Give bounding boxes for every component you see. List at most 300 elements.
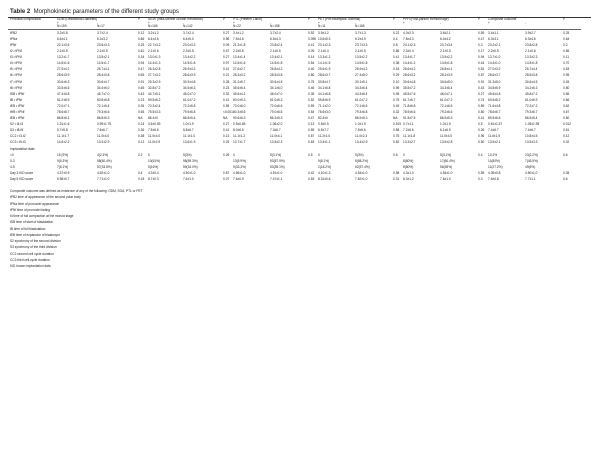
table-cell: 1.0±1.9 xyxy=(183,122,194,127)
table-cell: 34.4±6.0 xyxy=(97,85,110,90)
column-header-group: Composite outcome xyxy=(488,17,517,21)
table-cell: 9(5.3%) xyxy=(57,158,69,163)
table-cell: 70.3±2.4 xyxy=(148,103,161,108)
table-cell: 0.43 xyxy=(478,85,485,90)
footnote: tPNa time of pronuclei appearance xyxy=(10,201,60,206)
table-cell: 44.3±6.4 xyxy=(355,91,368,96)
table-cell: 89.5±6.6 xyxy=(488,116,501,121)
row-label: S3 • t8-t5 xyxy=(10,128,24,133)
table-cell: 7.6±0.8 xyxy=(488,177,499,182)
table-cell: 13.4±1.4 xyxy=(233,55,246,60)
table-cell: 72.2±6.8 xyxy=(183,103,196,108)
table-cell: NA xyxy=(223,116,228,121)
table-cell: 14.5±1.6 xyxy=(233,61,246,66)
table-cell: 1.31±1.6 xyxy=(57,122,70,127)
table-cell: 30.6±4.8 xyxy=(403,79,416,84)
table-cell: 11.1±1.7 xyxy=(57,134,70,139)
table-cell: 61.0±7.2 xyxy=(355,97,368,102)
table-cell: 7.4±6.7 xyxy=(488,128,499,133)
table-cell: 30.6±4.5 xyxy=(270,79,283,84)
table-cell: 46.0±7.0 xyxy=(270,91,283,96)
table-cell: 14.4±1.3 xyxy=(148,61,161,66)
table-cell: 26.9±4.2 xyxy=(183,67,196,72)
table-cell: 26.7±4.1 xyxy=(97,67,110,72)
table-cell: 0.5±0.65 xyxy=(233,122,246,127)
table-cell: 44.7±5.1 xyxy=(148,91,161,96)
table-cell: 0.64 xyxy=(563,36,570,41)
table-cell: 0.27 xyxy=(223,55,230,60)
table-cell: 79.5±6.8 xyxy=(183,110,196,114)
table-cell: 5(16%) xyxy=(148,164,159,169)
table-cell: 0.38 xyxy=(393,61,400,66)
table-cell: 3.4±1.2 xyxy=(233,30,244,35)
column-header-p: P xyxy=(478,17,481,21)
table-cell: 27.7±3.2 xyxy=(148,73,161,78)
table-cell: 0.54 xyxy=(308,61,315,66)
table-cell: 47.4±5.8 xyxy=(57,91,70,96)
table-cell: 45.7±7.0 xyxy=(97,91,110,96)
table-cell: 93(57.9%) xyxy=(270,158,285,163)
row-label: S2 • t4-t3 xyxy=(10,122,24,127)
table-cell: 13.5±2.2 xyxy=(440,55,453,60)
table-cell: 23.7±3.4 xyxy=(440,42,453,47)
table-cell: 0.41 xyxy=(223,67,230,72)
table-cell: 86.5±5.3 xyxy=(440,116,453,121)
column-header-group: PET (Pre-eclampsia Toxemia) xyxy=(318,17,361,21)
table-cell: 7.47±1.1 xyxy=(270,177,283,182)
table-cell: 0.50 xyxy=(478,140,485,145)
table-cell: 4.3±0.4 xyxy=(148,170,159,175)
table-cell: 0.75 xyxy=(393,97,400,102)
table-cell: 2.3±0.5 xyxy=(183,49,194,54)
table-cell: 0.26 xyxy=(478,128,485,133)
table-cell: 11.1±1.8 xyxy=(403,134,416,139)
table-cell: 3.4±1.1 xyxy=(488,30,499,35)
table-cell: 0.36 xyxy=(138,103,145,108)
footnote: t4 time of full compaction at the morula stage xyxy=(10,214,74,219)
table-cell: 4.51±1.0 xyxy=(270,170,283,175)
table-cell: 61.0±6.3 xyxy=(270,97,283,102)
table-cell: 27.4±5.0 xyxy=(355,73,368,78)
table-cell: 13.4±2.9 xyxy=(97,140,110,145)
sign-cell: - xyxy=(355,20,357,25)
column-header-group: IUGR (Intra-uterine Growth Restriction) xyxy=(148,17,204,21)
table-cell: 72.0±6.6 xyxy=(270,103,283,108)
table-cell: 11.6±1.9 xyxy=(488,134,501,139)
table-cell: 14.5±1.8 xyxy=(183,61,196,66)
table-cell: 60.0±9.3 xyxy=(233,97,246,102)
table-cell: 34.3±6.4 xyxy=(355,85,368,90)
table-cell: 4.3±1.0 xyxy=(403,170,414,175)
table-cell: 0.43 xyxy=(138,91,145,96)
footnote: tPB2 time of appearance of the second polar body xyxy=(10,195,81,200)
table-cell: 0.87 xyxy=(478,73,485,78)
table-cell: 0.66 xyxy=(563,97,570,102)
table-cell: 0.17 xyxy=(478,49,485,54)
table-cell: 0.22 xyxy=(393,30,400,35)
table-cell: 23.1±2.3 xyxy=(318,42,331,47)
table-cell: 0.2 xyxy=(138,152,143,157)
table-cell: 6.4±4.2 xyxy=(440,36,451,41)
table-cell: 86.9±5.3 xyxy=(355,116,368,121)
table-cell: 61.2±8.9 xyxy=(57,97,70,102)
table-cell: 0.45 xyxy=(563,79,570,84)
table-cell: 0.10 xyxy=(393,79,400,84)
table-number: Table 2 xyxy=(10,9,31,15)
table-cell: 59(34.0%) xyxy=(183,164,198,169)
footnote: CC2 second cell cycle duration xyxy=(10,251,54,256)
table-cell: 0.95 xyxy=(393,91,400,96)
table-cell: 0.35 xyxy=(308,91,315,96)
table-cell: 4.54±1.0 xyxy=(440,170,453,175)
table-cell: 0.23 xyxy=(223,85,230,90)
table-cell: 28.2±3.9 xyxy=(440,73,453,78)
footnote: tSB time of start of blastulation xyxy=(10,220,54,225)
row-label: tEB • tPNf xyxy=(10,103,25,108)
table-cell: 0.94 xyxy=(478,55,485,60)
table-cell: 86.8±5.3 xyxy=(97,116,110,121)
table-cell: 78.9±6.6 xyxy=(403,110,416,114)
table-cell: 26.8±4.1 xyxy=(440,67,453,72)
table-cell: 32.8±7.2 xyxy=(148,85,161,90)
table-cell: 0.61±1.57 xyxy=(488,122,503,127)
table-cell: 10(61%) xyxy=(148,158,161,163)
table-cell: 30.8±4.7 xyxy=(318,79,331,84)
table-cell: 3.6±2.1 xyxy=(440,30,451,35)
table-cell: 0.97 xyxy=(223,61,230,66)
column-header-p: P xyxy=(393,17,396,21)
table-cell: 71.1±2.0 xyxy=(318,103,331,108)
table-cell: 0.59 xyxy=(478,30,485,35)
table-cell: 86.4±0 xyxy=(148,116,158,121)
table-cell: 0.09 xyxy=(223,42,230,47)
table-cell: 0.56 xyxy=(223,36,230,41)
table-cell: 0.11 xyxy=(563,55,570,60)
table-cell: 0.8 xyxy=(393,42,398,47)
table-cell: 30.6±6.3 xyxy=(57,79,70,84)
table-cell: 7.5±4.6 xyxy=(233,36,244,41)
table-cell: 0.59 xyxy=(308,103,315,108)
table-cell: 0.62 xyxy=(563,103,570,108)
table-cell: 4.37±0.9 xyxy=(57,170,70,175)
table-cell: 8.3±1.2 xyxy=(403,177,414,182)
table-cell: 14.4±1.2 xyxy=(403,61,416,66)
table-cell: 6.98±0.7 xyxy=(57,177,70,182)
table-cell: 22.7±3.2 xyxy=(148,42,161,47)
table-cell: 72.2±7.2 xyxy=(525,103,538,108)
table-cell: 0.09 xyxy=(308,49,315,54)
table-cell: 0.59 xyxy=(308,128,315,133)
table-cell: 0.096 xyxy=(308,36,317,41)
row-label: tPB2 xyxy=(10,30,17,35)
table-cell: 14.5±1.8 xyxy=(525,61,538,66)
table-cell: 0.14 xyxy=(308,55,315,60)
table-cell: 7.8±4.3 xyxy=(403,36,414,41)
table-cell: 60.8±6.8 xyxy=(97,97,110,102)
table-cell: 71.6±4.8 xyxy=(488,103,501,108)
table-body xyxy=(8,29,591,182)
table-cell: 11(80%) xyxy=(488,158,500,163)
table-cell: 14.5±1.7 xyxy=(97,61,110,66)
sign-cell: + xyxy=(403,20,405,25)
table-cell: 23.8±2.4 xyxy=(270,42,283,47)
table-cell: 2.1±0.6 xyxy=(148,49,159,54)
table-cell: 23.0±3.3 xyxy=(183,42,196,47)
table-cell: 31.3±5.0 xyxy=(488,79,501,84)
table-cell: 0.12 xyxy=(563,134,570,139)
table-cell: 0.47 xyxy=(138,67,145,72)
row-label: Day 3 KID score xyxy=(10,170,34,175)
table-cell: 0.95 xyxy=(393,85,400,90)
sign-cell: + xyxy=(233,20,235,25)
table-cell: 0.4 xyxy=(138,170,143,175)
table-cell: 0.81 xyxy=(478,67,485,72)
table-cell: 4.0±2.3 xyxy=(403,30,414,35)
table-cell: 0.21 xyxy=(223,73,230,78)
footnote: S2 synchrony of the second division xyxy=(10,239,61,244)
table-cell: 0.6 xyxy=(563,152,568,157)
table-cell: 14.5±1.6 xyxy=(57,61,70,66)
row-label: tB • tPNf xyxy=(10,97,23,102)
table-cell: 0.6±0.59 xyxy=(148,122,161,127)
table-cell: 91.5±7.5 xyxy=(403,116,416,121)
table-cell: 11.0±4.0 xyxy=(97,134,110,139)
table-cell: 13.3±2.7 xyxy=(403,140,416,145)
table-cell: 4.50±1.0 xyxy=(525,170,538,175)
table-cell: 0.63 xyxy=(308,140,315,145)
row-label: tSB • tPNf xyxy=(10,91,25,96)
table-cell: 0.519 xyxy=(393,122,402,127)
table-cell: 0 xyxy=(233,152,235,157)
table-cell: 13.4±2.9 xyxy=(355,140,368,145)
table-cell: 7.6±1.0 xyxy=(183,177,194,182)
table-cell: 0.8±0.5 xyxy=(318,122,329,127)
table-cell: 27.5±4.2 xyxy=(57,67,70,72)
table-cell: 78.6±8.7 xyxy=(57,110,70,114)
table-cell: 4.50±1.0 xyxy=(183,170,196,175)
table-cell: 7.5±6.6 xyxy=(148,128,159,133)
table-cell: 34.3±6.4 xyxy=(440,85,453,90)
table-caption: Morphokinetic parameters of the different study groups xyxy=(33,9,179,15)
table-cell: 80.3±5.6 xyxy=(233,110,246,114)
table-cell: 30.9±4.8 xyxy=(183,79,196,84)
table-cell: 0.96 xyxy=(478,134,485,139)
table-cell: 0.25 xyxy=(223,140,230,145)
table-cell: 79.2±6.6 xyxy=(440,110,453,114)
table-cell: 2.1±0.5 xyxy=(57,49,68,54)
table-cell: 0.82 xyxy=(393,140,400,145)
row-label: t8 • tPNf xyxy=(10,85,22,90)
table-cell: 28.6±3.2 xyxy=(403,73,416,78)
table-cell: 28.6±3.9 xyxy=(183,73,196,78)
table-cell: 34.1±6.0 xyxy=(270,85,283,90)
table-cell: 0.91 xyxy=(478,79,485,84)
table-cell: 5(3%) xyxy=(355,152,364,157)
row-label: t4 • tPNf xyxy=(10,61,22,66)
row-label: t7 • tPNf xyxy=(10,79,22,84)
table-cell: 22.1±3.5 xyxy=(57,42,70,47)
table-cell: 0.53 xyxy=(308,177,315,182)
table-cell: 0.41 xyxy=(308,42,315,47)
row-label: CC2 • t3-t2 xyxy=(10,134,26,139)
table-cell: 7.6±0.9 xyxy=(233,177,244,182)
table-cell: 11.0±2.9 xyxy=(148,140,161,145)
table-cell: 28.5±3.8 xyxy=(270,73,283,78)
table-cell: 0.46 xyxy=(308,85,315,90)
table-cell: 6.6±4.1 xyxy=(57,36,68,41)
document-page xyxy=(8,8,591,456)
table-cell: 0.3 xyxy=(478,177,483,182)
table-cell: 26.9±4.2 xyxy=(355,67,368,72)
table-cell: 1.0±1.9 xyxy=(355,122,366,127)
table-cell: 28.3±3.2 xyxy=(233,73,246,78)
table-cell: 4.10±1.3 xyxy=(318,170,331,175)
column-header-group: PTL (Preterm Labor) xyxy=(233,17,263,21)
table-cell: 0.40 xyxy=(308,67,315,72)
table-cell: 0.63 xyxy=(563,67,570,72)
table-cell: 0 xyxy=(148,152,150,157)
table-cell: 53(35.1%) xyxy=(270,164,285,169)
table-cell: 7(6.1%) xyxy=(57,164,69,169)
table-cell: 0.67 xyxy=(563,110,570,114)
table-cell: 61.7±6.7 xyxy=(403,97,416,102)
n-cell: N=22 xyxy=(231,25,268,29)
row-label: tHB • tPNf xyxy=(10,110,25,114)
table-cell: 6.2±4.9 xyxy=(355,36,366,41)
sign-cell: + xyxy=(318,20,320,25)
table-cell: 8(80%) xyxy=(403,158,414,163)
table-cell: 7.2±6.6 xyxy=(403,128,414,133)
table-cell: 7.7±1.1 xyxy=(525,177,536,182)
table-cell: 9(8.1%) xyxy=(318,158,330,163)
column-header-p: P xyxy=(138,17,141,21)
n-cell: N=166 xyxy=(146,25,181,29)
table-cell: 0.41 xyxy=(223,128,230,133)
table-cell: 5(3.1%) xyxy=(440,152,452,157)
table-cell: 61.0±7.2 xyxy=(440,97,453,102)
table-cell: 3.7±2.4 xyxy=(270,30,281,35)
table-cell: 13.5±3.3 xyxy=(525,140,538,145)
table-cell: 7.6±6.7 xyxy=(97,128,108,133)
table-row xyxy=(8,176,591,182)
table-cell: 72.0±7.1 xyxy=(57,103,70,108)
table-cell: 6.3±3.2 xyxy=(97,36,108,41)
table-cell: 8.7±0.3 xyxy=(148,177,159,182)
table-cell: 10.2% xyxy=(488,152,498,157)
table-cell: 28.5±3.8 xyxy=(525,73,538,78)
table-cell: 30.6±5.0 xyxy=(440,79,453,84)
table-cell: 0.6 xyxy=(393,152,398,157)
table-cell: 98(60.4%) xyxy=(97,158,112,163)
table-cell: 4.39±0.8 xyxy=(488,170,501,175)
table-cell: 30.6±4.7 xyxy=(97,79,110,84)
table-cell: 11.0±2.3 xyxy=(355,134,368,139)
table-cell: 46.0±7.1 xyxy=(440,91,453,96)
table-cell: 2.2±0.5 xyxy=(233,49,244,54)
table-cell: 79.3±6.7 xyxy=(525,110,538,114)
table-cell: 0.07 xyxy=(223,177,230,182)
table-cell: 23.8±2.8 xyxy=(525,42,538,47)
table-cell: 0.44 xyxy=(478,61,485,66)
table-cell: 5(3.1%) xyxy=(270,152,282,157)
table-cell: 0.4 xyxy=(393,36,398,41)
row-label: t6 • tPNf xyxy=(10,73,22,78)
table-cell: 11.0±4.0 xyxy=(440,134,453,139)
table-cell: 73.0±6.0 xyxy=(233,103,246,108)
n-cell: N=158 xyxy=(268,25,306,29)
table-cell: 0.80 xyxy=(308,73,315,78)
table-cell: 60.5±8.2 xyxy=(488,97,501,102)
table-cell: 0.27 xyxy=(478,91,485,96)
table-cell: 2.1±0.6 xyxy=(525,49,536,54)
table-cell: 27.0±3.2 xyxy=(488,67,501,72)
table-cell: 17(60.4%) xyxy=(440,158,455,163)
table-cell: 79.3±6.8 xyxy=(355,110,368,114)
table-cell: 9(58.2%) xyxy=(355,158,368,163)
row-label: CC3 • t5-t3 xyxy=(10,140,26,145)
table-cell: 0.80 xyxy=(563,85,570,90)
sign-cell: - xyxy=(440,20,442,25)
footnote: CC3 third cell cycle duration xyxy=(10,257,50,262)
table-cell: 0.2 xyxy=(563,42,568,47)
table-cell: 9(33.3%) xyxy=(233,164,246,169)
sign-cell: - xyxy=(525,20,527,25)
table-cell: 0.34 xyxy=(138,55,145,60)
table-cell: 0.23 xyxy=(138,97,145,102)
row-label: t5 • tPNf xyxy=(10,67,22,72)
column-header-p: P xyxy=(308,17,311,21)
table-cell: 26.7±4.4 xyxy=(525,67,538,72)
table-cell: 11.0±4.0 xyxy=(148,134,161,139)
table-cell: 6.4±5.0 xyxy=(183,36,194,41)
table-cell: 46.0±7.0 xyxy=(183,91,196,96)
column-header-group: GDM (Gestational Diabetes) xyxy=(57,17,98,21)
table-cell: 3.2±1.2 xyxy=(148,30,159,35)
n-cell: N=165 xyxy=(353,25,391,29)
table-cell: 7.71±1.0 xyxy=(97,177,110,182)
table-cell: 0.13 xyxy=(138,140,145,145)
table-cell: 3.5±1.2 xyxy=(318,30,329,35)
table-cell: 35.6±6.4 xyxy=(233,85,246,90)
table-cell: 6.5±4.3 xyxy=(270,36,281,41)
table-cell: 2.2±0.5 xyxy=(488,49,499,54)
table-cell: 0.40 xyxy=(138,49,145,54)
table-cell: 7(45.5%) xyxy=(525,158,538,163)
table-cell: 0.75 xyxy=(393,134,400,139)
footnote: tB time of full blastulation xyxy=(10,226,46,231)
table-cell: 7.6±1.0 xyxy=(440,177,451,182)
table-cell: 0 xyxy=(403,152,405,157)
table-cell: <0.001 xyxy=(223,110,233,114)
table-cell: 0.50 xyxy=(563,116,570,121)
table-cell: 4.65±1.0 xyxy=(233,170,246,175)
table-cell: 13.5±2.8 xyxy=(440,140,453,145)
table-cell: 13.5±2.3 xyxy=(270,140,283,145)
table-cell: 14.6±2.2 xyxy=(57,140,70,145)
table-cell: 25.6±1.9 xyxy=(318,67,331,72)
table-cell: 1.05±1.95 xyxy=(525,122,540,127)
table-cell: 13.5±2.2 xyxy=(355,55,368,60)
table-cell: 3.7±2.4 xyxy=(183,30,194,35)
table-cell: 0.26 xyxy=(223,152,230,157)
table-cell: 86.3±5.3 xyxy=(270,116,283,121)
table-cell: 0.24 xyxy=(138,122,145,127)
table-cell: 8.0±6.6 xyxy=(233,128,244,133)
table-cell: 13(5.9%) xyxy=(233,158,246,163)
morphokinetic-table xyxy=(8,18,591,182)
table-cell: 23(2.2%) xyxy=(525,152,538,157)
footnote: S3 synchrony of the third division xyxy=(10,245,57,250)
